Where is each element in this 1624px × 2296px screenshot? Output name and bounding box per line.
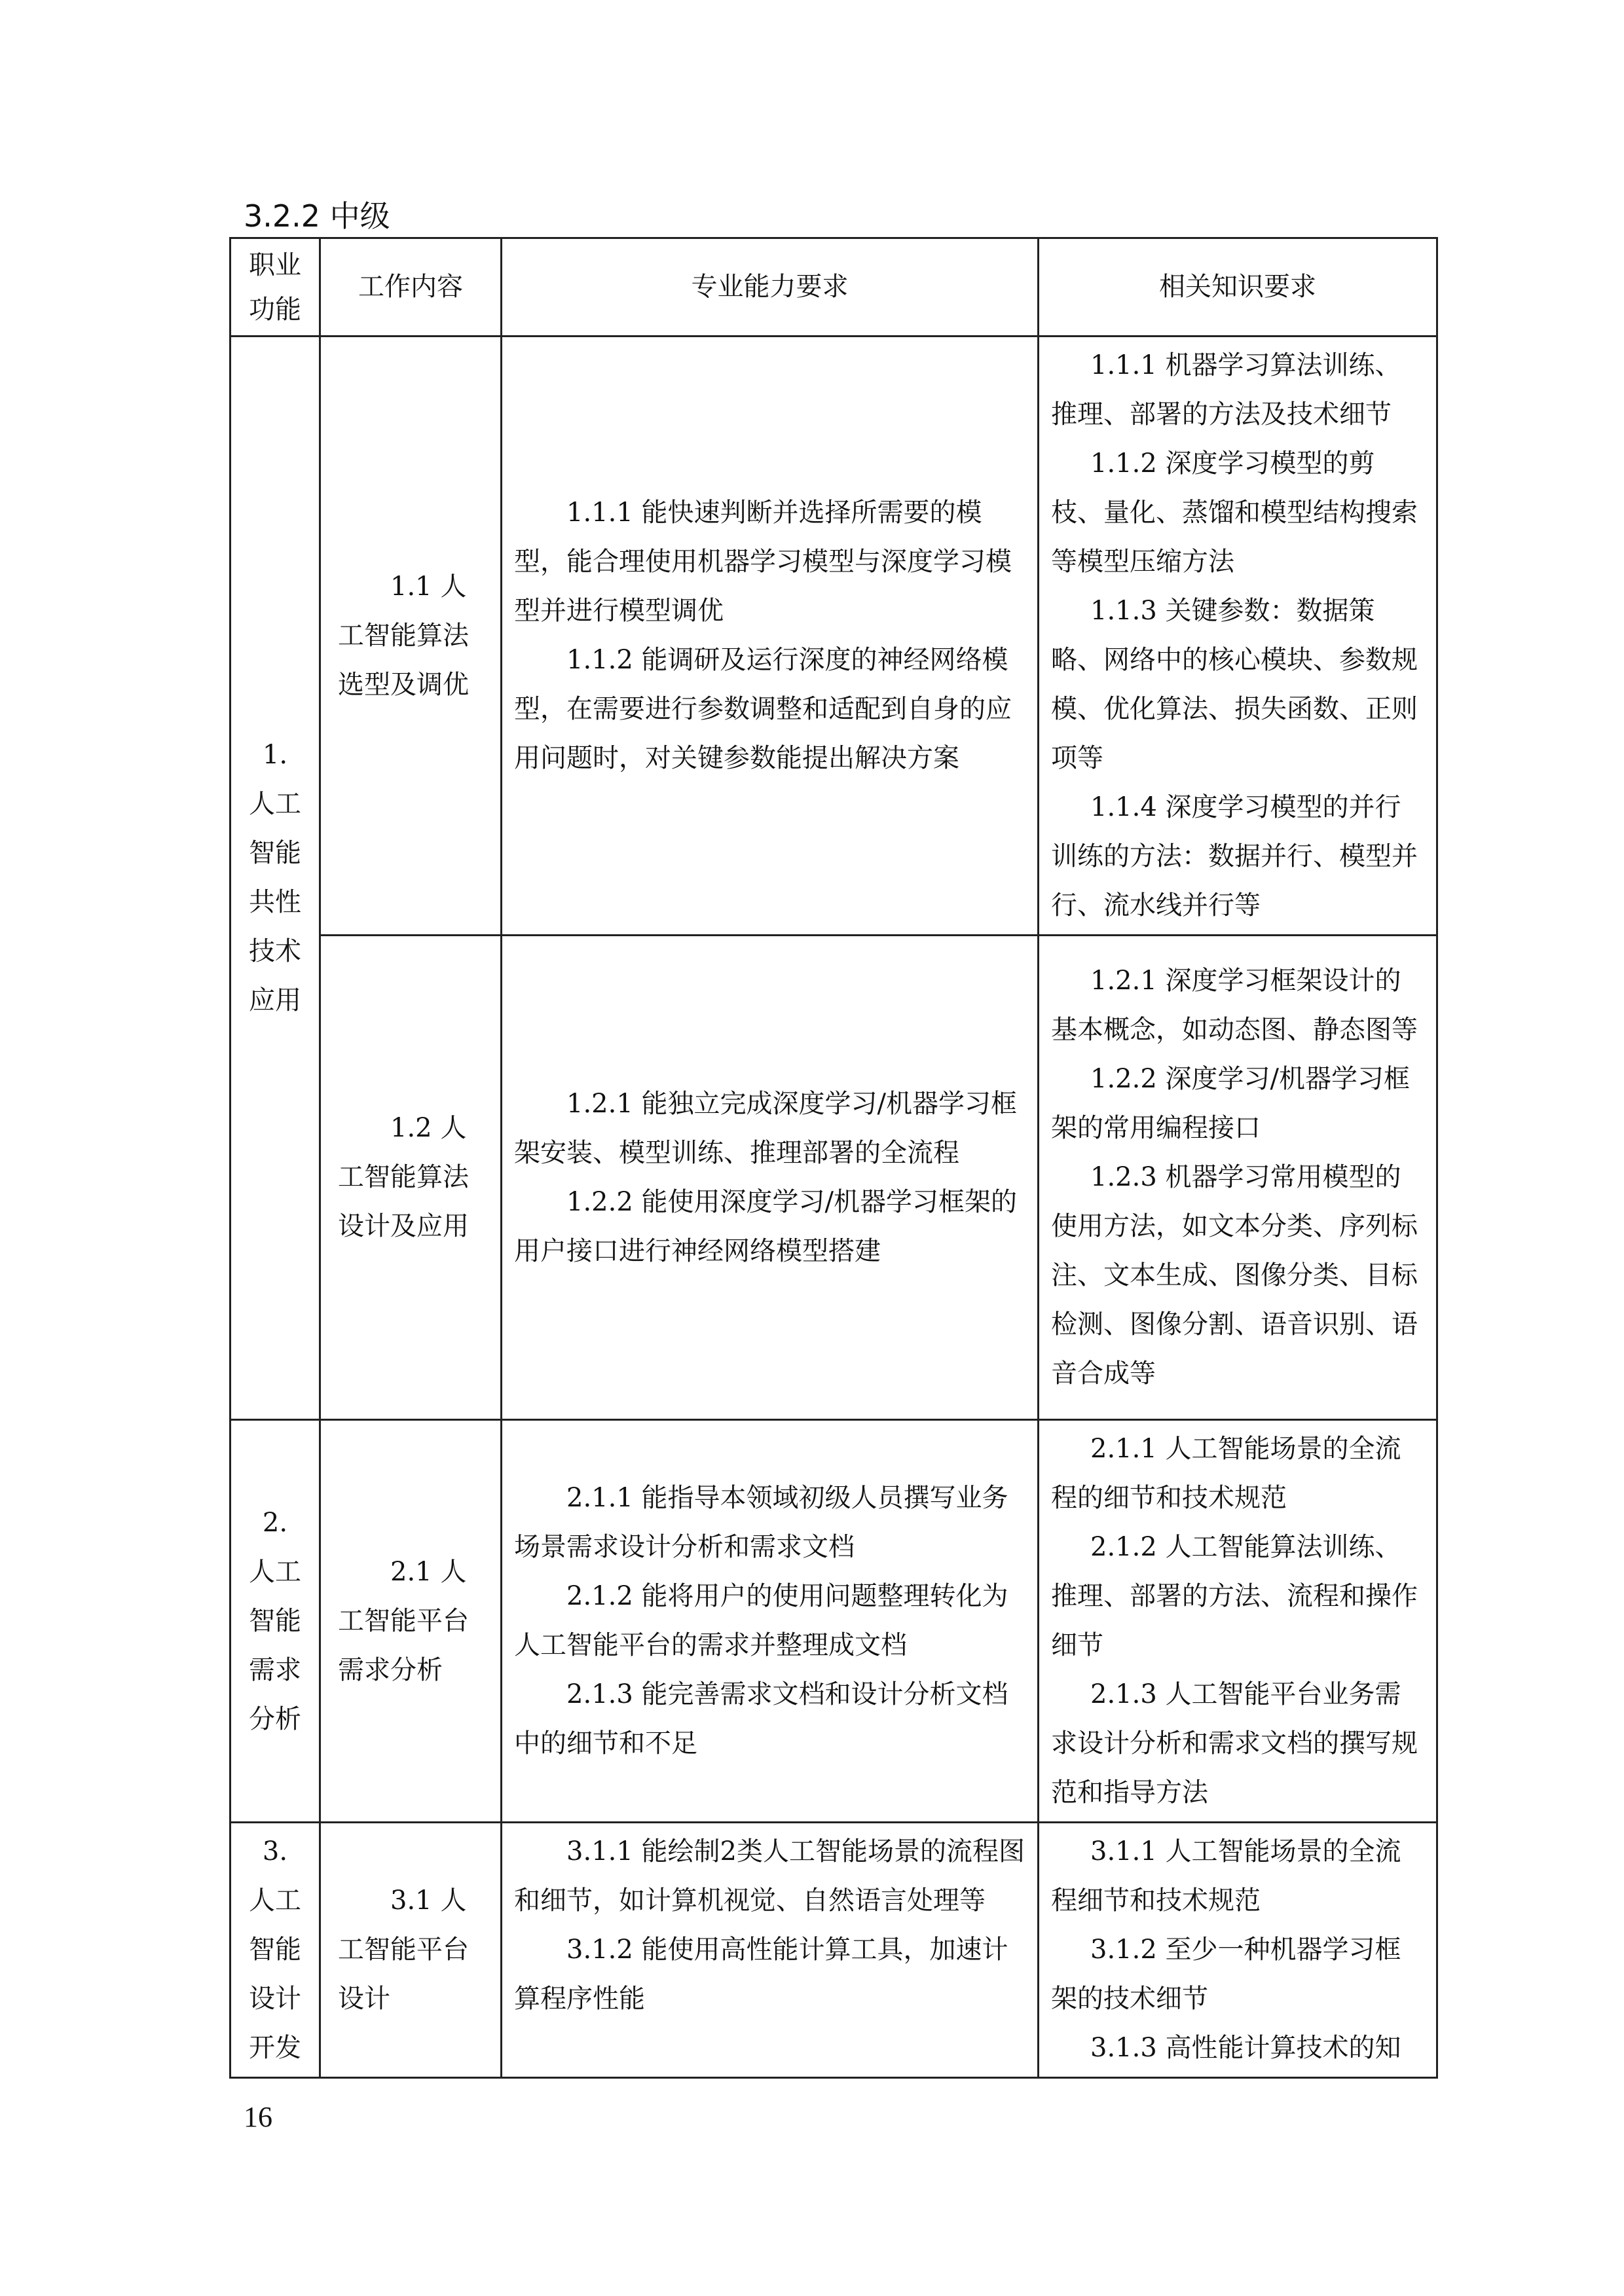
header-function <box>231 238 320 337</box>
function-cell <box>231 1823 320 2078</box>
work-content-cell: 2.1 人工智能平台需求分析 <box>320 1420 502 1823</box>
table-row <box>231 337 1437 936</box>
skill-item: 1.1.2 能调研及运行深度的神经网络模型，在需要进行参数调整和适配到自身的应用问题时，对关键参数能提出解决方案 <box>514 645 1012 773</box>
knowledge-item: 3.1.2 至少一种机器学习框架的技术细节 <box>1051 1935 1401 2014</box>
function-label-line: 应用 <box>249 985 301 1015</box>
skill-item: 3.1.1 能绘制2类人工智能场景的流程图和细节，如计算机视觉、自然语言处理等 <box>514 1836 1025 1916</box>
knowledge-cell <box>1039 1823 1437 2078</box>
skill-item: 1.2.2 能使用深度学习/机器学习框架的用户接口进行神经网络模型搭建 <box>514 1186 1017 1266</box>
header-work-content: 工作内容 <box>320 238 502 337</box>
table-header-row <box>231 238 1437 337</box>
knowledge-item: 1.1.3 关键参数：数据策略、网络中的核心模块、参数规模、优化算法、损失函数、正则项等 <box>1051 596 1418 773</box>
work-content-cell: 3.1 人工智能平台设计 <box>320 1823 502 2078</box>
table-row <box>231 1420 1437 1823</box>
function-label-line: 共性 <box>249 887 301 917</box>
function-cell <box>231 337 320 1420</box>
skill-item: 2.1.1 能指导本领域初级人员撰写业务场景需求设计分析和需求文档 <box>514 1483 1008 1562</box>
skills-cell <box>502 1823 1039 2078</box>
page-number: 16 <box>244 2101 272 2133</box>
function-label-line: 设计 <box>249 1984 301 2014</box>
skill-item: 1.2.1 能独立完成深度学习/机器学习框架安装、模型训练、推理部署的全流程 <box>514 1088 1017 1168</box>
function-label-line: 智能 <box>249 1605 301 1636</box>
skill-item: 2.1.3 能完善需求文档和设计分析文档中的细节和不足 <box>514 1679 1008 1758</box>
function-label-line: 3. <box>262 1836 288 1867</box>
knowledge-cell <box>1039 936 1437 1420</box>
function-cell <box>231 1420 320 1823</box>
knowledge-item: 2.1.1 人工智能场景的全流程的细节和技术规范 <box>1051 1434 1401 1513</box>
function-label-line: 需求 <box>249 1654 301 1685</box>
knowledge-item: 1.1.4 深度学习模型的并行训练的方法：数据并行、模型并行、流水线并行等 <box>1051 792 1418 920</box>
function-label-line: 开发 <box>249 2033 301 2063</box>
table-row <box>231 1823 1437 2078</box>
knowledge-item: 3.1.3 高性能计算技术的知 <box>1090 2033 1401 2063</box>
function-label-line: 人工 <box>249 1886 301 1916</box>
function-label-line: 技术 <box>249 936 301 966</box>
knowledge-cell <box>1039 337 1437 936</box>
knowledge-cell <box>1039 1420 1437 1823</box>
table-row <box>231 936 1437 1420</box>
skill-item: 3.1.2 能使用高性能计算工具，加速计算程序性能 <box>514 1935 1008 2014</box>
function-label-line: 人工 <box>249 789 301 819</box>
knowledge-item: 3.1.1 人工智能场景的全流程细节和技术规范 <box>1051 1836 1401 1916</box>
function-label-line: 1. <box>262 740 288 770</box>
header-knowledge-requirements: 相关知识要求 <box>1039 238 1437 337</box>
function-label-line: 人工 <box>249 1556 301 1587</box>
knowledge-item: 1.2.1 深度学习框架设计的基本概念，如动态图、静态图等 <box>1051 966 1418 1045</box>
function-label-line: 2. <box>262 1507 288 1538</box>
skills-cell <box>502 936 1039 1420</box>
knowledge-item: 2.1.3 人工智能平台业务需求设计分析和需求文档的撰写规范和指导方法 <box>1051 1679 1418 1808</box>
function-label-line: 智能 <box>249 838 301 868</box>
header-function-line: 功能 <box>249 294 301 325</box>
function-label-line: 分析 <box>249 1704 301 1734</box>
skill-item: 1.1.1 能快速判断并选择所需要的模型，能合理使用机器学习模型与深度学习模型并进行模型调优 <box>514 498 1012 626</box>
knowledge-item: 2.1.2 人工智能算法训练、推理、部署的方法、流程和操作细节 <box>1051 1532 1418 1660</box>
header-function-line: 职业 <box>249 249 301 280</box>
knowledge-item: 1.1.2 深度学习模型的剪枝、量化、蒸馏和模型结构搜索等模型压缩方法 <box>1051 448 1418 577</box>
work-content-cell: 1.1 人工智能算法选型及调优 <box>320 337 502 936</box>
knowledge-item: 1.2.2 深度学习/机器学习框架的常用编程接口 <box>1051 1064 1410 1143</box>
header-skill-requirements: 专业能力要求 <box>502 238 1039 337</box>
knowledge-item: 1.1.1 机器学习算法训练、推理、部署的方法及技术细节 <box>1051 350 1401 429</box>
skill-item: 2.1.2 能将用户的使用问题整理转化为人工智能平台的需求并整理成文档 <box>514 1581 1008 1660</box>
knowledge-item: 1.2.3 机器学习常用模型的使用方法，如文本分类、序列标注、文本生成、图像分类、目标检测、图像分割、语音识别、语音合成等 <box>1051 1162 1418 1389</box>
section-heading: 3.2.2 中级 <box>244 198 390 234</box>
work-content-cell: 1.2 人工智能算法设计及应用 <box>320 936 502 1420</box>
function-label-line: 智能 <box>249 1935 301 1965</box>
skills-cell <box>502 337 1039 936</box>
competency-table <box>229 237 1438 2079</box>
skills-cell <box>502 1420 1039 1823</box>
